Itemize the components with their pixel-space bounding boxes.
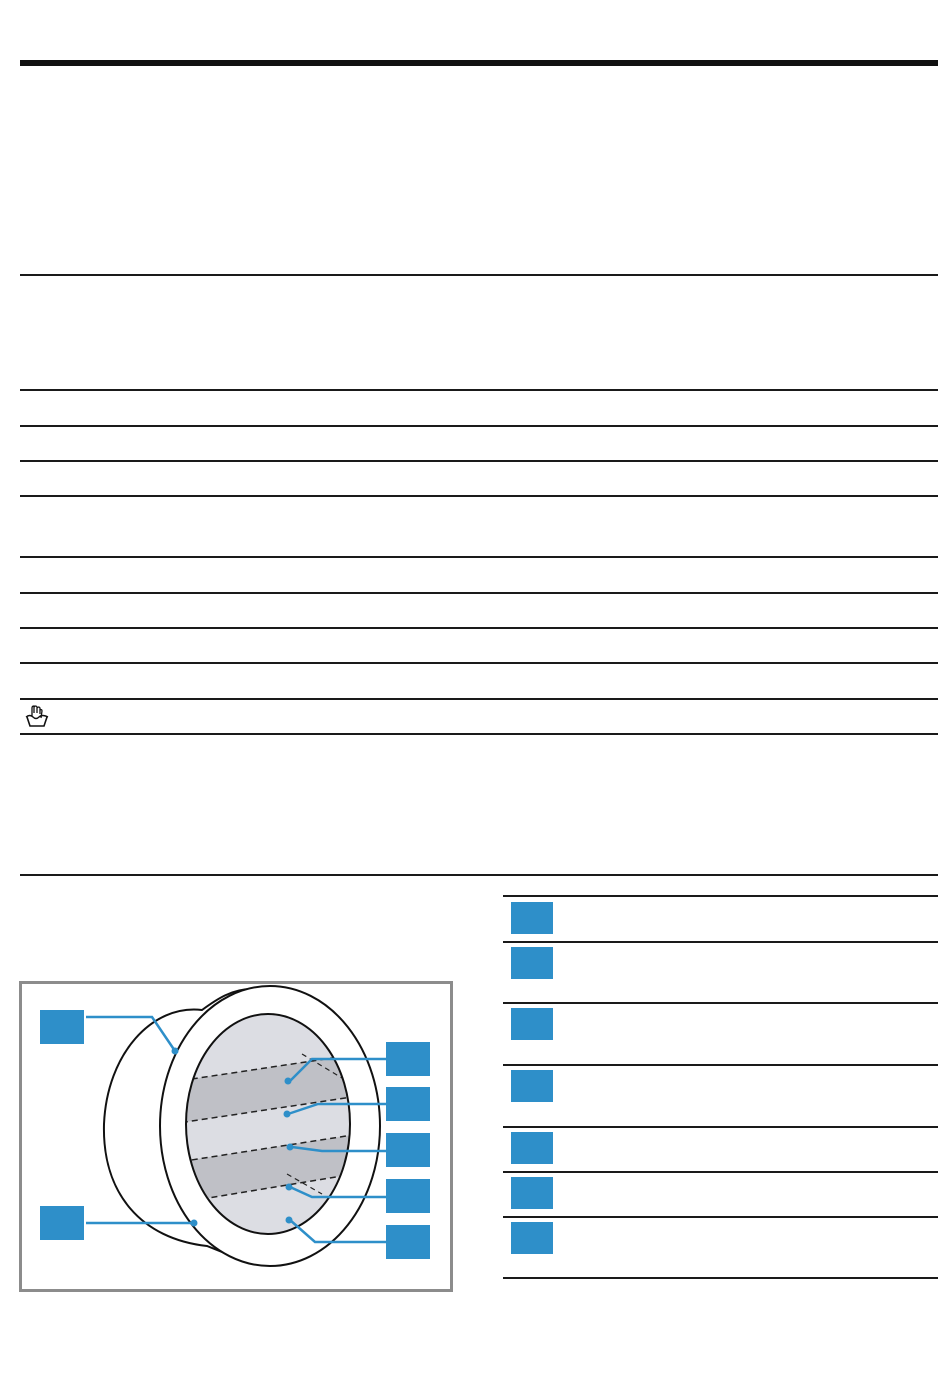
legend-marker-2 — [511, 947, 553, 979]
legend-rule-1 — [503, 941, 938, 943]
table-rule-3 — [20, 425, 938, 427]
table-rule-11 — [20, 733, 938, 735]
table-rule-1 — [20, 274, 938, 276]
table-rule-7 — [20, 592, 938, 594]
legend-marker-5 — [511, 1132, 553, 1164]
table-rule-8 — [20, 627, 938, 629]
legend-rule-5 — [503, 1171, 938, 1173]
legend-marker-6 — [511, 1177, 553, 1209]
callout-6 — [386, 1179, 430, 1213]
legend-marker-7 — [511, 1222, 553, 1254]
legend-rule-4 — [503, 1126, 938, 1128]
callout-2 — [40, 1206, 84, 1240]
legend-marker-3 — [511, 1008, 553, 1040]
header-rule — [20, 60, 938, 66]
table-rule-5 — [20, 495, 938, 497]
table-rule-2 — [20, 389, 938, 391]
legend-rule-2 — [503, 1002, 938, 1004]
legend-rule-top — [503, 895, 938, 897]
callout-5 — [386, 1133, 430, 1167]
table-rule-6 — [20, 556, 938, 558]
legend-marker-1 — [511, 902, 553, 934]
legend-rule-3 — [503, 1064, 938, 1066]
callout-1 — [40, 1010, 84, 1044]
filter-diagram — [19, 981, 453, 1292]
legend-rule-6 — [503, 1216, 938, 1218]
legend-marker-4 — [511, 1070, 553, 1102]
legend-rule-bottom — [503, 1277, 938, 1279]
table-rule-10 — [20, 698, 938, 700]
callout-3 — [386, 1042, 430, 1076]
hand-wash-icon — [24, 703, 50, 729]
table-rule-9 — [20, 662, 938, 664]
callout-4 — [386, 1087, 430, 1121]
table-rule-4 — [20, 460, 938, 462]
table-rule-12 — [20, 874, 938, 876]
callout-7 — [386, 1225, 430, 1259]
